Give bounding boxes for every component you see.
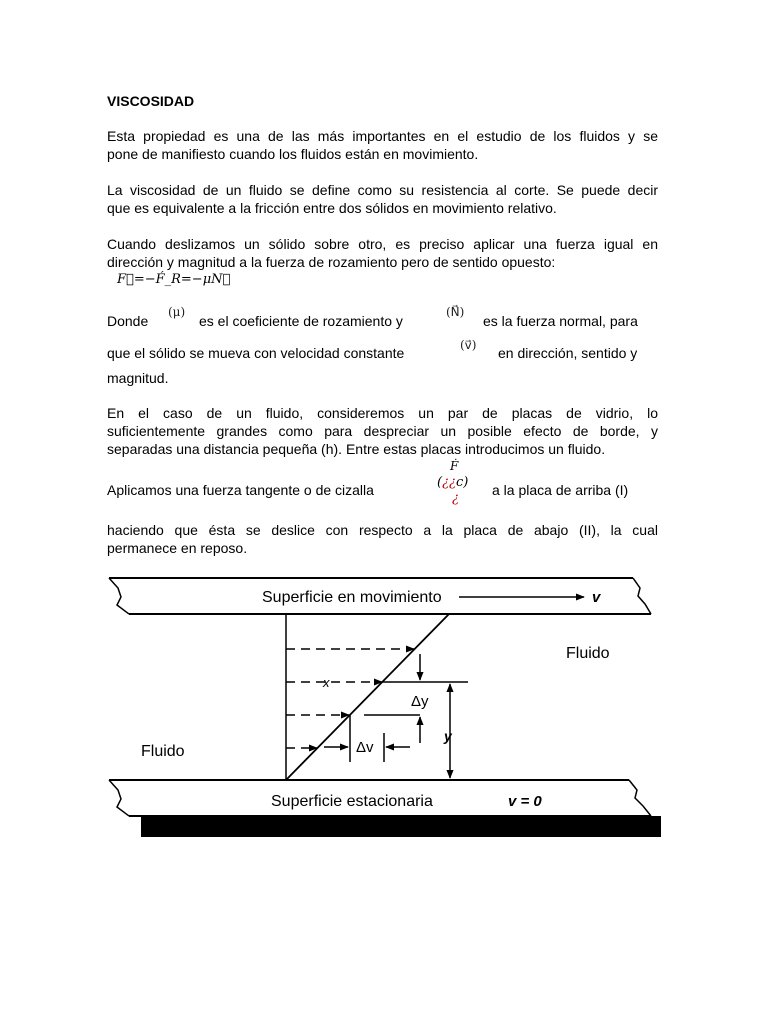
paragraph-3-line-1: Cuando deslizamos un sólido sobre otro, es preciso aplicar una fuerza igual en [107,236,658,252]
velocity-symbol: (v⃗) [460,338,477,352]
paragraph-7-start: Aplicamos una fuerza tangente o de cizalla [107,482,374,498]
paragraph-1-line-1: Esta propiedad es una de las más importantes en el estudio de los fluidos y se [107,128,658,144]
x-label: x [323,675,330,690]
paragraph-3-line-2: dirección y magnitud a la fuerza de rozamiento pero de sentido opuesto: [107,254,556,270]
paragraph-2-line-1: La viscosidad de un fluido se define como su resistencia al corte. Se puede decir [107,182,658,198]
fluid-label-left: Fluido [141,743,185,760]
paragraph-6-line-2: suficientemente grandes como para despreciar un posible efecto de borde, y [107,423,658,439]
normal-force-symbol: (N⃗) [446,305,465,319]
shear-force-symbol-top: Ḟ [450,459,459,473]
fluid-label-right: Fluido [566,645,610,662]
document-title: VISCOSIDAD [107,93,195,109]
stationary-plate-label: Superficie estacionaria [271,793,433,810]
viscosity-diagram [0,570,768,845]
paragraph-8-line-1: haciendo que ésta se deslice con respecto a la placa de abajo (II), la cual [107,522,658,538]
y-label: y [444,728,452,744]
mu-symbol: (μ) [168,305,186,319]
paragraph-5-end: en dirección, sentido y [498,345,638,361]
paragraph-6-line-1: En el caso de un fluido, consideremos un par de placas de vidrio, lo [107,405,658,421]
paragraph-2-line-2: que es equivalente a la fricción entre dos sólidos en movimiento relativo. [107,200,557,216]
bottom-velocity-label: v = 0 [508,793,542,810]
paragraph-6-line-3: separadas una distancia pequeña (h). Entre estas placas introducimos un fluido. [107,441,606,457]
paragraph-5-line-2: magnitud. [107,370,169,386]
top-velocity-label: v [592,589,601,606]
shear-force-symbol-middle: (¿¿c) [437,475,469,490]
paragraph-4-mid: es el coeficiente de rozamiento y [199,313,403,329]
paragraph-4-donde: Donde [107,313,149,329]
paragraph-5-start: que el sólido se mueva con velocidad constante [107,345,405,361]
paragraph-8-line-2: permanece en reposo. [107,540,248,556]
dy-label: Δy [411,693,429,710]
paragraph-7-end: a la placa de arriba (I) [492,482,629,498]
paragraph-1-line-2: pone de manifiesto cuando los fluidos están en movimiento. [107,146,479,162]
moving-plate-label: Superficie en movimiento [262,589,442,606]
dv-label: Δv [356,739,374,756]
shear-force-symbol-bottom: ¿ [452,491,459,506]
paragraph-4-end: es la fuerza normal, para [483,313,638,329]
friction-formula: F⃗=−F́_R=−μN⃗ [117,272,231,287]
